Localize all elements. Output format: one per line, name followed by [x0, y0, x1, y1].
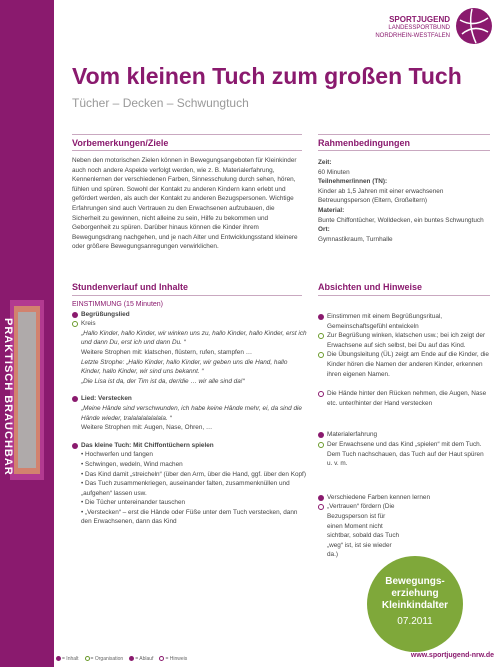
tuch-item: • Das Tuch zusammenkriegen, auseinander falten, zusammenknüllen und „aufgehen“ lassen usw. — [81, 480, 290, 497]
tuch-item: • Das Kind damit „streicheln“ (über den Arm, über die Hand, ggf. über den Kopf) — [81, 470, 306, 478]
age-badge — [367, 556, 463, 652]
sidebar-vertical-text: PRAKTISCH BRAUCHBAR — [2, 318, 14, 476]
organisation-bullet-icon — [72, 321, 78, 327]
zeit-value: 60 Minuten — [318, 168, 350, 176]
inhalt-bullet-icon — [72, 443, 78, 449]
logo-sub2: NORDRHEIN-WESTFALEN — [375, 33, 450, 39]
teilnehmer-label: Teilnehmer/innen (TN): — [318, 178, 388, 186]
einstimmung-label: EINSTIMMUNG (15 Minuten) — [72, 301, 164, 308]
page-title: Vom kleinen Tuch zum großen Tuch — [72, 63, 462, 89]
list-item: „Vertrauen“ fördern (Die Bezugsperson ist für einen Moment nicht sichtbar, sobald das Tuch „weg“ ist, ist sie wieder da.) — [318, 502, 400, 560]
legend-hinweis: = Hinweis — [159, 656, 187, 662]
legend — [56, 656, 187, 662]
ort-label: Ort: — [318, 226, 330, 234]
divider — [72, 295, 302, 296]
absichten-content — [318, 312, 490, 560]
ort-value: Gymnastikraum, Turnhalle — [318, 235, 393, 243]
legend-organisation: = Organisation — [85, 656, 124, 662]
legend-ablauf: = Ablauf — [129, 656, 153, 662]
lisa-text: „Die Lisa ist da, der Tim ist da, der/die … wir alle sind da!“ — [81, 377, 245, 385]
absichten-heading: Absichten und Hinweise — [318, 282, 423, 292]
material-label: Material: — [318, 206, 345, 214]
rahmen-heading: Rahmenbedingungen — [318, 138, 410, 148]
tuch-item: • Die Tücher untereinander tauschen — [81, 499, 186, 507]
list-item: Die Hände hinter den Rücken nehmen, die Augen, Nase etc. unter/hinter der Hand verstecken — [318, 389, 490, 408]
material-value: Bunte Chiffontücher, Wolldecken, ein buntes Schwungtuch — [318, 216, 484, 224]
weitere1-text: Weitere Strophen mit: klatschen, flüstern, rufen, stampfen … — [81, 348, 253, 356]
organisation-bullet-icon — [318, 442, 324, 448]
lied2-text: „Meine Hände sind verschwunden, ich habe keine Hände mehr, ei, da sind die Hände wieder, tralalalalalalala. “ — [81, 404, 302, 422]
list-item: Der Erwachsene und das Kind „spielen“ mit dem Tuch. Dem Tuch nachschauen, das Tuch auf der Haut spüren u. v. m. — [318, 440, 490, 469]
organisation-bullet-icon — [318, 352, 324, 358]
divider — [318, 150, 490, 151]
divider — [318, 295, 490, 296]
logo-sub1: LANDESSPORTBUND — [388, 25, 450, 31]
sidebar — [0, 0, 54, 667]
logo-title: SPORTJUGEND — [389, 15, 450, 24]
hinweis-bullet-icon — [318, 504, 324, 510]
list-item: Lied: Verstecken — [72, 394, 308, 404]
sportjugend-logo — [372, 4, 496, 54]
badge-line1: Bewegungs- — [385, 576, 445, 587]
stundenverlauf-content — [72, 300, 308, 527]
rahmen-block — [318, 158, 488, 244]
teilnehmer-value: Kinder ab 1,5 Jahren mit einer erwachsenen Betreuungsperson (Eltern, Großeltern) — [318, 187, 444, 205]
inhalt-bullet-icon — [72, 312, 78, 318]
footer-url[interactable]: www.sportjugend-nrw.de — [410, 652, 494, 659]
logo-ball-icon — [454, 6, 494, 46]
tuch-item: • Schwingen, wedeln, Wind machen — [81, 460, 183, 468]
list-item: Die Übungsleitung (ÜL) zeigt am Ende auf die Kinder, die Kinder hören die Namen der anderen Kinder, erkennen ihren eigenen Namen. — [318, 350, 490, 379]
badge-line2: erziehung — [391, 588, 439, 599]
list-item: Zur Begrüßung winken, klatschen usw.; bei ich zeigt der Erwachsene auf sich selbst, bei Du auf das Kind. — [318, 331, 490, 350]
ablauf-bullet-icon — [318, 495, 324, 501]
zeit-label: Zeit: — [318, 159, 332, 166]
ablauf-bullet-icon — [318, 432, 324, 438]
list-item: Einstimmen mit einem Begrüßungsritual, Gemeinschaftsgefühl entwickeln — [318, 312, 490, 331]
hinweis-bullet-icon — [318, 391, 324, 397]
legend-inhalt: = Inhalt — [56, 656, 79, 662]
list-item: Materialerfahrung — [318, 430, 490, 440]
list-item: Kreis — [72, 319, 308, 329]
list-item: Begrüßungslied — [72, 310, 308, 320]
letzte-strophe: Letzte Strophe: „Hallo Kinder, hallo Kinder, wir geben uns die Hand, hallo Kinder, hallo Kinder, wir sind uns bekannt. “ — [81, 358, 288, 376]
lied1-text: „Hallo Kinder, hallo Kinder, wir winken uns zu, hallo Kinder, hallo Kinder, erst ich und dann Du, erst ich und dann Du. “ — [81, 329, 307, 347]
list-item: Das kleine Tuch: Mit Chiffontüchern spielen — [72, 441, 308, 451]
list-item: Verschiedene Farben kennen lernen — [318, 493, 490, 503]
weitere2-text: Weitere Strophen mit: Augen, Nase, Ohren, … — [81, 424, 213, 432]
divider — [72, 150, 302, 151]
tuch-item: • Hochwerfen und fangen — [81, 451, 153, 459]
stundenverlauf-heading: Stundenverlauf und Inhalte — [72, 282, 189, 292]
page-subtitle: Tücher – Decken – Schwungtuch — [72, 96, 249, 110]
vorbemerkungen-text: Neben den motorischen Zielen können in Bewegungsangeboten für Kleinkinder auch noch andere Aspekte verfolgt werden, wie z. B. Materialerfahrung, Kennenlernen der verschiedenen Farben, Sinnesschulung durch sehen, hören, fühlen und spüren. Sowohl der Kontakt zu anderen Kindern kann erlebt und gefördert werden, als auch der Kontakt zu anderen Bezugspersonen. Wichtige Erfahrungen sind auch Vertrauen zu den Erwachsenen aufzubauen, die Sicherheit zu gewinnen, nicht alleine zu sein, Hilfe zu bekommen und Geborgenheit zu spüren. Darüber hinaus können die Kinder ihrem Bewegungsdrang nachgehen, und je nach Alter und Entwicklungsstand kleinere oder größere Bewegungsanregungen verwirklichen. — [72, 157, 298, 251]
badge-line3: Kleinkindalter — [381, 600, 449, 611]
vorbemerkungen-heading: Vorbemerkungen/Ziele — [72, 138, 169, 148]
inhalt-bullet-icon — [72, 396, 78, 402]
divider — [72, 134, 302, 135]
ablauf-bullet-icon — [318, 314, 324, 320]
badge-date: 07.2011 — [397, 616, 433, 627]
tuch-item: • „Verstecken“ – erst die Hände oder Füße unter dem Tuch verstecken, dann den Erwachsenen, dann das Kind — [81, 508, 298, 526]
organisation-bullet-icon — [318, 333, 324, 339]
divider — [318, 134, 490, 135]
